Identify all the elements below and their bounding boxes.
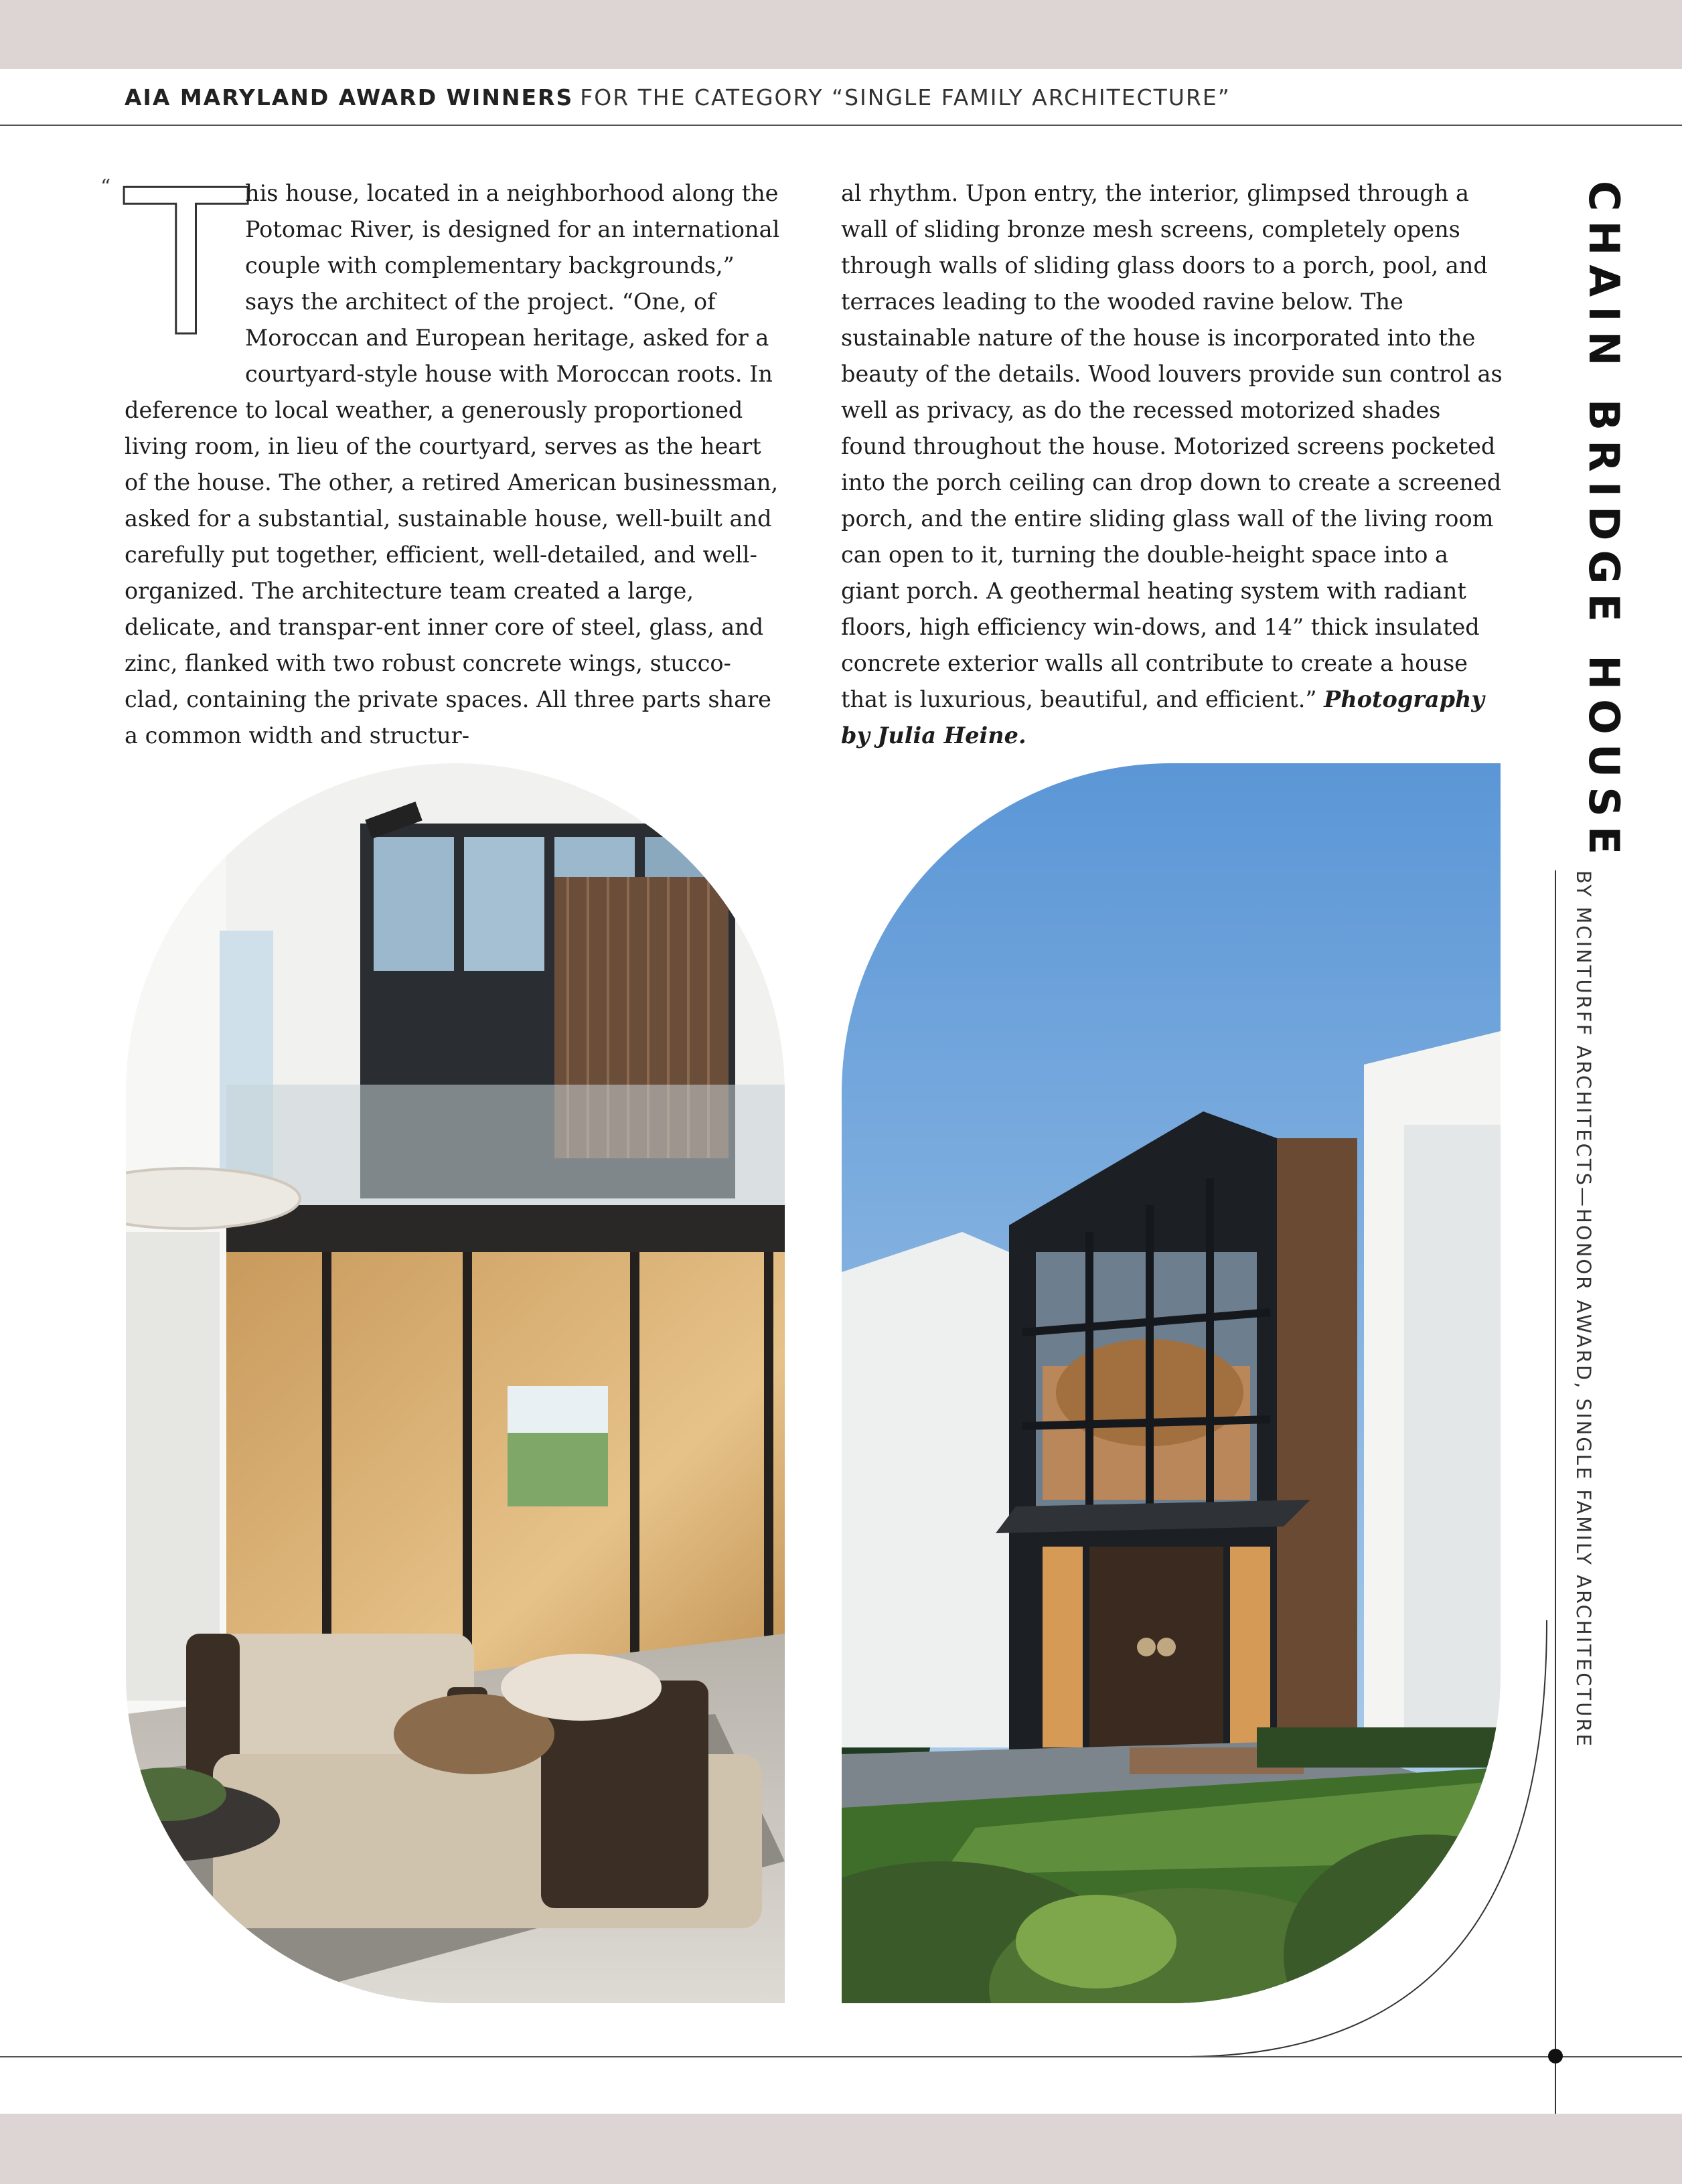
interior-photo-illustration: [126, 763, 785, 2003]
article-text-right: al rhythm. Upon entry, the interior, glimpsed through a wall of sliding bronze mesh screens, completely opens through walls of sliding glass doors to a porch, pool, and terraces leading to the wooded ravine below. The sustainable nature of the house is incorporated into the beauty of the details. Wood louvers provide sun control as well as privacy, as do the recessed motorized shades found throughout the house. Motorized screens pocketed into the porch ceiling can drop down to create a screened porch, and the entire sliding glass wall of the living room can open to it, turning the double-height space into a giant porch. A geothermal heating system with radiant floors, high efficiency win-dows, and 14” thick insulated concrete exterior walls all contribute to create a house that is luxurious, beautiful, and efficient.”: [841, 180, 1503, 712]
header-rule: [0, 125, 1682, 126]
header-subcategory: FOR THE CATEGORY “SINGLE FAMILY ARCHITECTURE”: [580, 84, 1231, 110]
photo-credit: Photography by Julia Heine.: [841, 686, 1484, 749]
vertical-project-title: CHAIN BRIDGE HOUSE: [1580, 181, 1628, 864]
bottom-band: [0, 2114, 1682, 2184]
opening-quote: “: [100, 175, 111, 199]
rule-junction-dot: [1548, 2049, 1563, 2063]
article-column-left: [125, 147, 781, 754]
interior-living-room-photo: [126, 763, 785, 2003]
decorative-curve: [1185, 1620, 1560, 2062]
article-text-left: his house, located in a neighborhood along the Potomac River, is designed for an international couple with complementary backgrounds,” says the architect of the project. “One, of Moroccan and European heritage, asked for a courtyard-style house with Moroccan roots. In deference to local weather, a generously proportioned living room, in lieu of the courtyard, serves as the heart of the house. The other, a retired American businessman, asked for a substantial, sustainable house, well-built and carefully put together, efficient, well-detailed, and well-organized. The architecture team created a large, delicate, and transpar-ent inner core of steel, glass, and zinc, flanked with two robust concrete wings, stucco-clad, containing the private spaces. All three parts share a common width and structur-: [125, 180, 780, 749]
article-column-right: [841, 175, 1507, 754]
drop-cap: T: [125, 147, 248, 381]
footer-rule: [0, 2056, 1682, 2057]
header-category: AIA MARYLAND AWARD WINNERS: [125, 84, 574, 110]
top-band: [0, 0, 1682, 69]
article-paragraph-right: [841, 175, 1507, 754]
vertical-project-subtitle: BY MCINTURFF ARCHITECTS—HONOR AWARD, SINGLE FAMILY ARCHITECTURE: [1572, 870, 1595, 1748]
page-header: [125, 80, 1231, 115]
